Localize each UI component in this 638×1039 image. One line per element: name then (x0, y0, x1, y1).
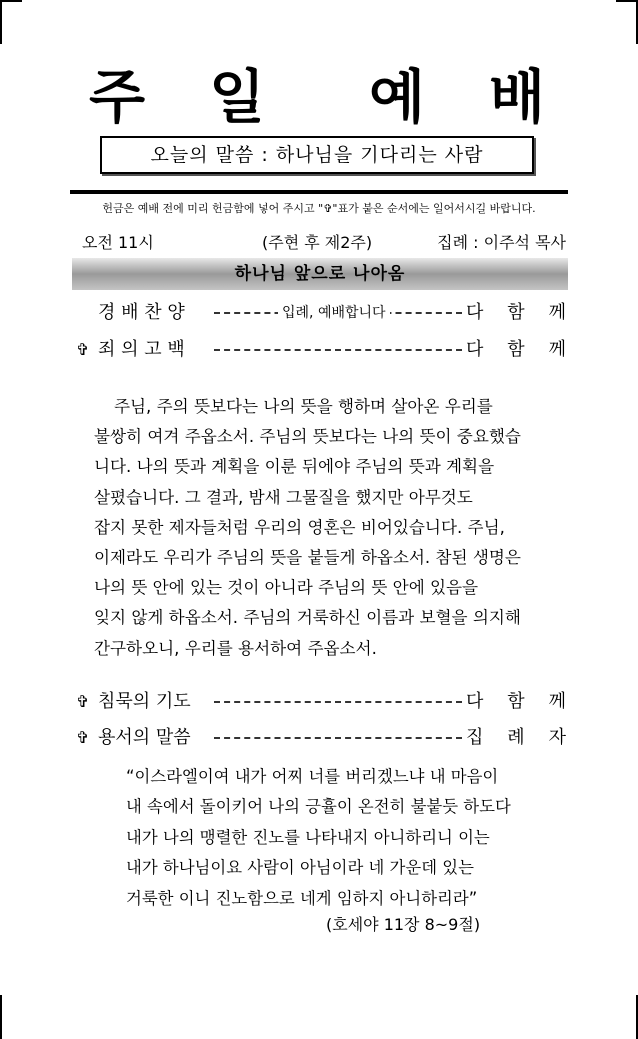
performer-char: 집 (466, 727, 484, 748)
performer-char: 께 (548, 691, 566, 712)
order-item-name: 용서의 말씀 (98, 727, 191, 748)
cross-icon: ✞ (76, 728, 90, 747)
scripture-line: 내가 하나님이요 사람이 아님이라 네 가운데 있는 (126, 858, 474, 878)
page-title (0, 62, 638, 132)
prayer-line: 살폈습니다. 그 결과, 밤새 그물질을 했지만 아무것도 (94, 487, 473, 507)
prayer-line: 나의 뜻 안에 있는 것이 아니라 주님의 뜻 안에 있음을 (94, 578, 479, 598)
prayer-line: 이제라도 우리가 주님의 뜻을 붙들게 하옵소서. 참된 생명은 (94, 548, 521, 568)
performer-char: 께 (548, 339, 566, 360)
performer-char: 함 (507, 302, 525, 323)
performer-char: 함 (507, 339, 525, 360)
title-char: 배 (489, 63, 550, 131)
crop-mark (0, 0, 2, 44)
order-item-note: 입례, 예배합니다 (278, 300, 390, 326)
dash-leader (214, 701, 462, 703)
cross-icon: ✞ (76, 340, 90, 359)
dash-leader (214, 737, 462, 739)
service-leader: 집례 : 이주석 목사 (437, 233, 566, 252)
crop-mark (616, 0, 636, 2)
performer-char: 함 (507, 691, 525, 712)
order-item (76, 689, 566, 715)
scripture-reference: (호세야 11장 8~9절) (326, 915, 481, 934)
order-item (76, 725, 566, 751)
performer-char: 께 (548, 302, 566, 323)
prayer-line: 잊지 않게 하옵소서. 주님의 거룩하신 이름과 보혈을 의지해 (94, 608, 521, 628)
performer-char: 다 (466, 302, 484, 323)
prayer-line: 니다. 나의 뜻과 계획을 이룬 뒤에야 주님의 뜻과 계획을 (94, 457, 495, 477)
prayer-line: 주님, 주의 뜻보다는 나의 뜻을 행하며 살아온 우리를 (114, 397, 493, 416)
performer-char: 다 (466, 339, 484, 360)
title-char: 예 (369, 63, 430, 131)
performer-char: 례 (507, 727, 525, 748)
crop-mark (0, 995, 2, 1039)
cross-icon: ✞ (76, 692, 90, 711)
prayer-line: 간구하오니, 우리를 용서하여 주옵소서. (94, 638, 377, 658)
order-item-name: 경 배 찬 양 (98, 302, 185, 323)
order-item-performer (466, 300, 566, 326)
performer-char: 자 (548, 727, 566, 748)
liturgical-week: (주현 후 제2주) (262, 233, 373, 252)
order-item-name: 죄 의 고 백 (98, 339, 185, 360)
order-item-performer (466, 337, 566, 363)
scripture-line: 내가 나의 맹렬한 진노를 나타내지 아니하리니 이는 (126, 827, 490, 847)
scripture-line: “이스라엘이여 내가 어찌 너를 버리겠느냐 내 마음이 (126, 767, 499, 786)
service-time: 오전 11시 (82, 233, 154, 252)
section-title: 하나님 앞으로 나아옴 (72, 258, 568, 290)
sermon-theme: 오늘의 말씀 : 하나님을 기다리는 사람 (100, 136, 534, 174)
order-item-name: 침묵의 기도 (98, 691, 191, 712)
title-char: 주 (88, 63, 149, 131)
order-item-performer (466, 725, 566, 751)
prayer-line: 불쌍히 여겨 주옵소서. 주님의 뜻보다는 나의 뜻이 중요했습 (94, 427, 521, 447)
dash-leader (214, 349, 462, 351)
title-char: 일 (208, 63, 269, 131)
prayer-line: 잡지 못한 제자들처럼 우리의 영혼은 비어있습니다. 주님, (94, 517, 505, 537)
order-item (76, 300, 566, 326)
scripture-line: 거룩한 이니 진노함으로 네게 임하지 아니하리라” (126, 888, 478, 908)
offering-notice: 헌금은 예배 전에 미리 헌금함에 넣어 주시고 "✞"표가 붙은 순서에는 일어서시길 바랍니다. (102, 202, 536, 215)
performer-char: 다 (466, 691, 484, 712)
scripture-line: 내 속에서 돌이키어 나의 긍휼이 온전히 불붙듯 하도다 (126, 797, 511, 817)
order-item-performer (466, 689, 566, 715)
service-info (82, 230, 566, 254)
scripture-quote (126, 762, 518, 914)
divider (70, 190, 568, 194)
confession-prayer (94, 392, 536, 664)
order-item (76, 337, 566, 363)
crop-mark (2, 0, 22, 2)
